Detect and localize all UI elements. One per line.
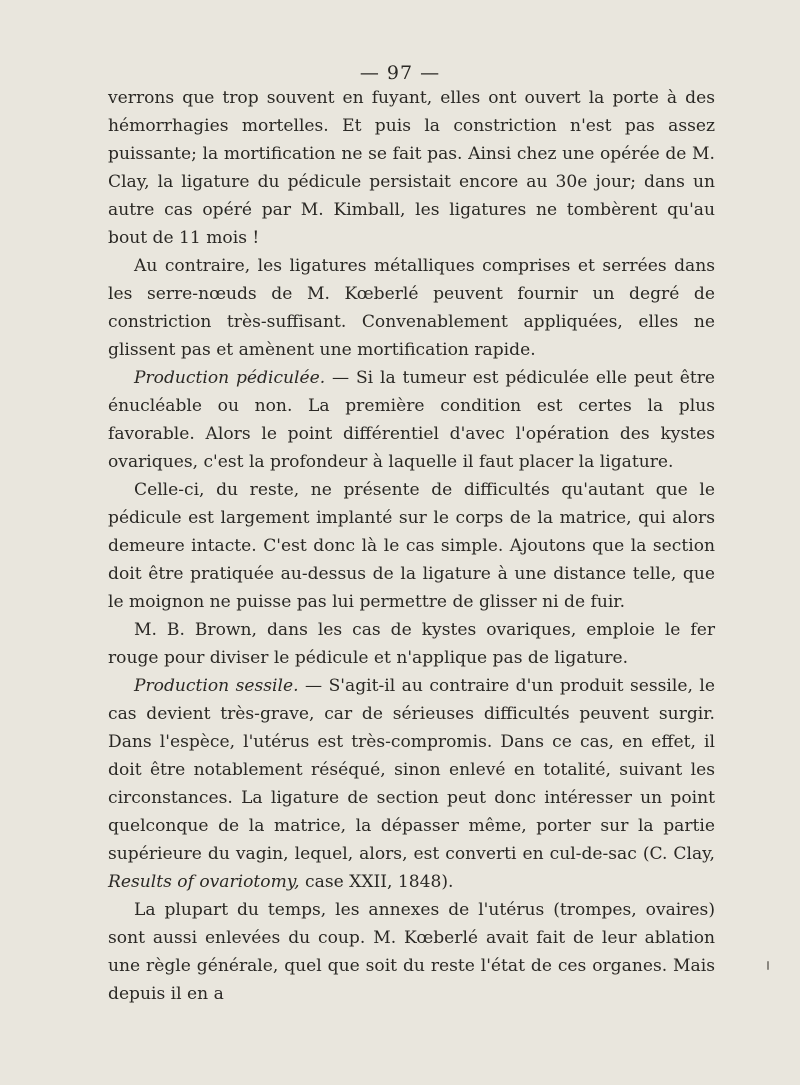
page-number: — 97 — (359, 62, 441, 84)
section-heading-sessile: Production sessile. (134, 676, 299, 696)
body-text (108, 84, 715, 1008)
paragraph-2 (108, 252, 715, 364)
paragraph-1 (108, 84, 715, 252)
paper-speck (767, 961, 769, 970)
paragraph-6-text: — S'agit-il au contraire d'un produit sessile, le cas devient très-grave, car de sérieuses difficultés peuvent surgir. Dans l'espèce, l'utérus est très-compromis. Dans ce cas, en effet, il doit être notablement réséqué, sinon enlevé en totalité, suivant les circonstances. La ligature de section peut donc intéresser un point quelconque de la matrice, la dépasser même, porter sur la partie supérieure du vagin, lequel, alors, est converti en cul-de-sac (C. Clay, (108, 676, 715, 864)
paragraph-3 (108, 364, 715, 476)
paragraph-6-after: case XXII, 1848). (299, 872, 454, 892)
paragraph-5 (108, 616, 715, 672)
paragraph-6 (108, 672, 715, 896)
paragraph-4-text: Celle-ci, du reste, ne présente de difficultés qu'autant que le pédicule est largement implanté sur le corps de la matrice, qui alors demeure intacte. C'est donc là le cas simple. Ajoutons que la section doit être pratiquée au-dessus de la ligature à une distance telle, que le moignon ne puisse pas lui permettre de glisser ni de fuir. (108, 480, 715, 612)
paragraph-3-text: — Si la tumeur est pédiculée elle peut être énucléable ou non. La première condition est certes la plus favorable. Alors le point différentiel d'avec l'opération des kystes ovariques, c'est la profondeur à laquelle il faut placer la ligature. (108, 368, 715, 472)
citation-title: Results of ovariotomy, (108, 872, 300, 892)
paragraph-7 (108, 896, 715, 1008)
paragraph-7-text: La plupart du temps, les annexes de l'utérus (trompes, ovaires) sont aussi enlevées du coup. M. Kœberlé avait fait de leur ablation une règle générale, quel que soit du reste l'état de ces organes. Mais depuis il en a (108, 900, 715, 1004)
paragraph-1-text: verrons que trop souvent en fuyant, elles ont ouvert la porte à des hémorrhagies mortelles. Et puis la constriction n'est pas assez puissante; la mortification ne se fait pas. Ainsi chez une opérée de M. Clay, la ligature du pédicule persistait encore au 30e jour; dans un autre cas opéré par M. Kimball, les ligatures ne tombèrent qu'au bout de 11 mois ! (108, 88, 715, 248)
paragraph-4 (108, 476, 715, 616)
paragraph-5-text: M. B. Brown, dans les cas de kystes ovariques, emploie le fer rouge pour diviser le pédicule et n'applique pas de ligature. (108, 620, 715, 668)
section-heading-pediculee: Production pédiculée. (134, 368, 326, 388)
paragraph-2-text: Au contraire, les ligatures métalliques comprises et serrées dans les serre-nœuds de M. Kœberlé peuvent fournir un degré de constriction très-suffisant. Convenablement appliquées, elles ne glissent pas et amènent une mortification rapide. (108, 256, 715, 360)
